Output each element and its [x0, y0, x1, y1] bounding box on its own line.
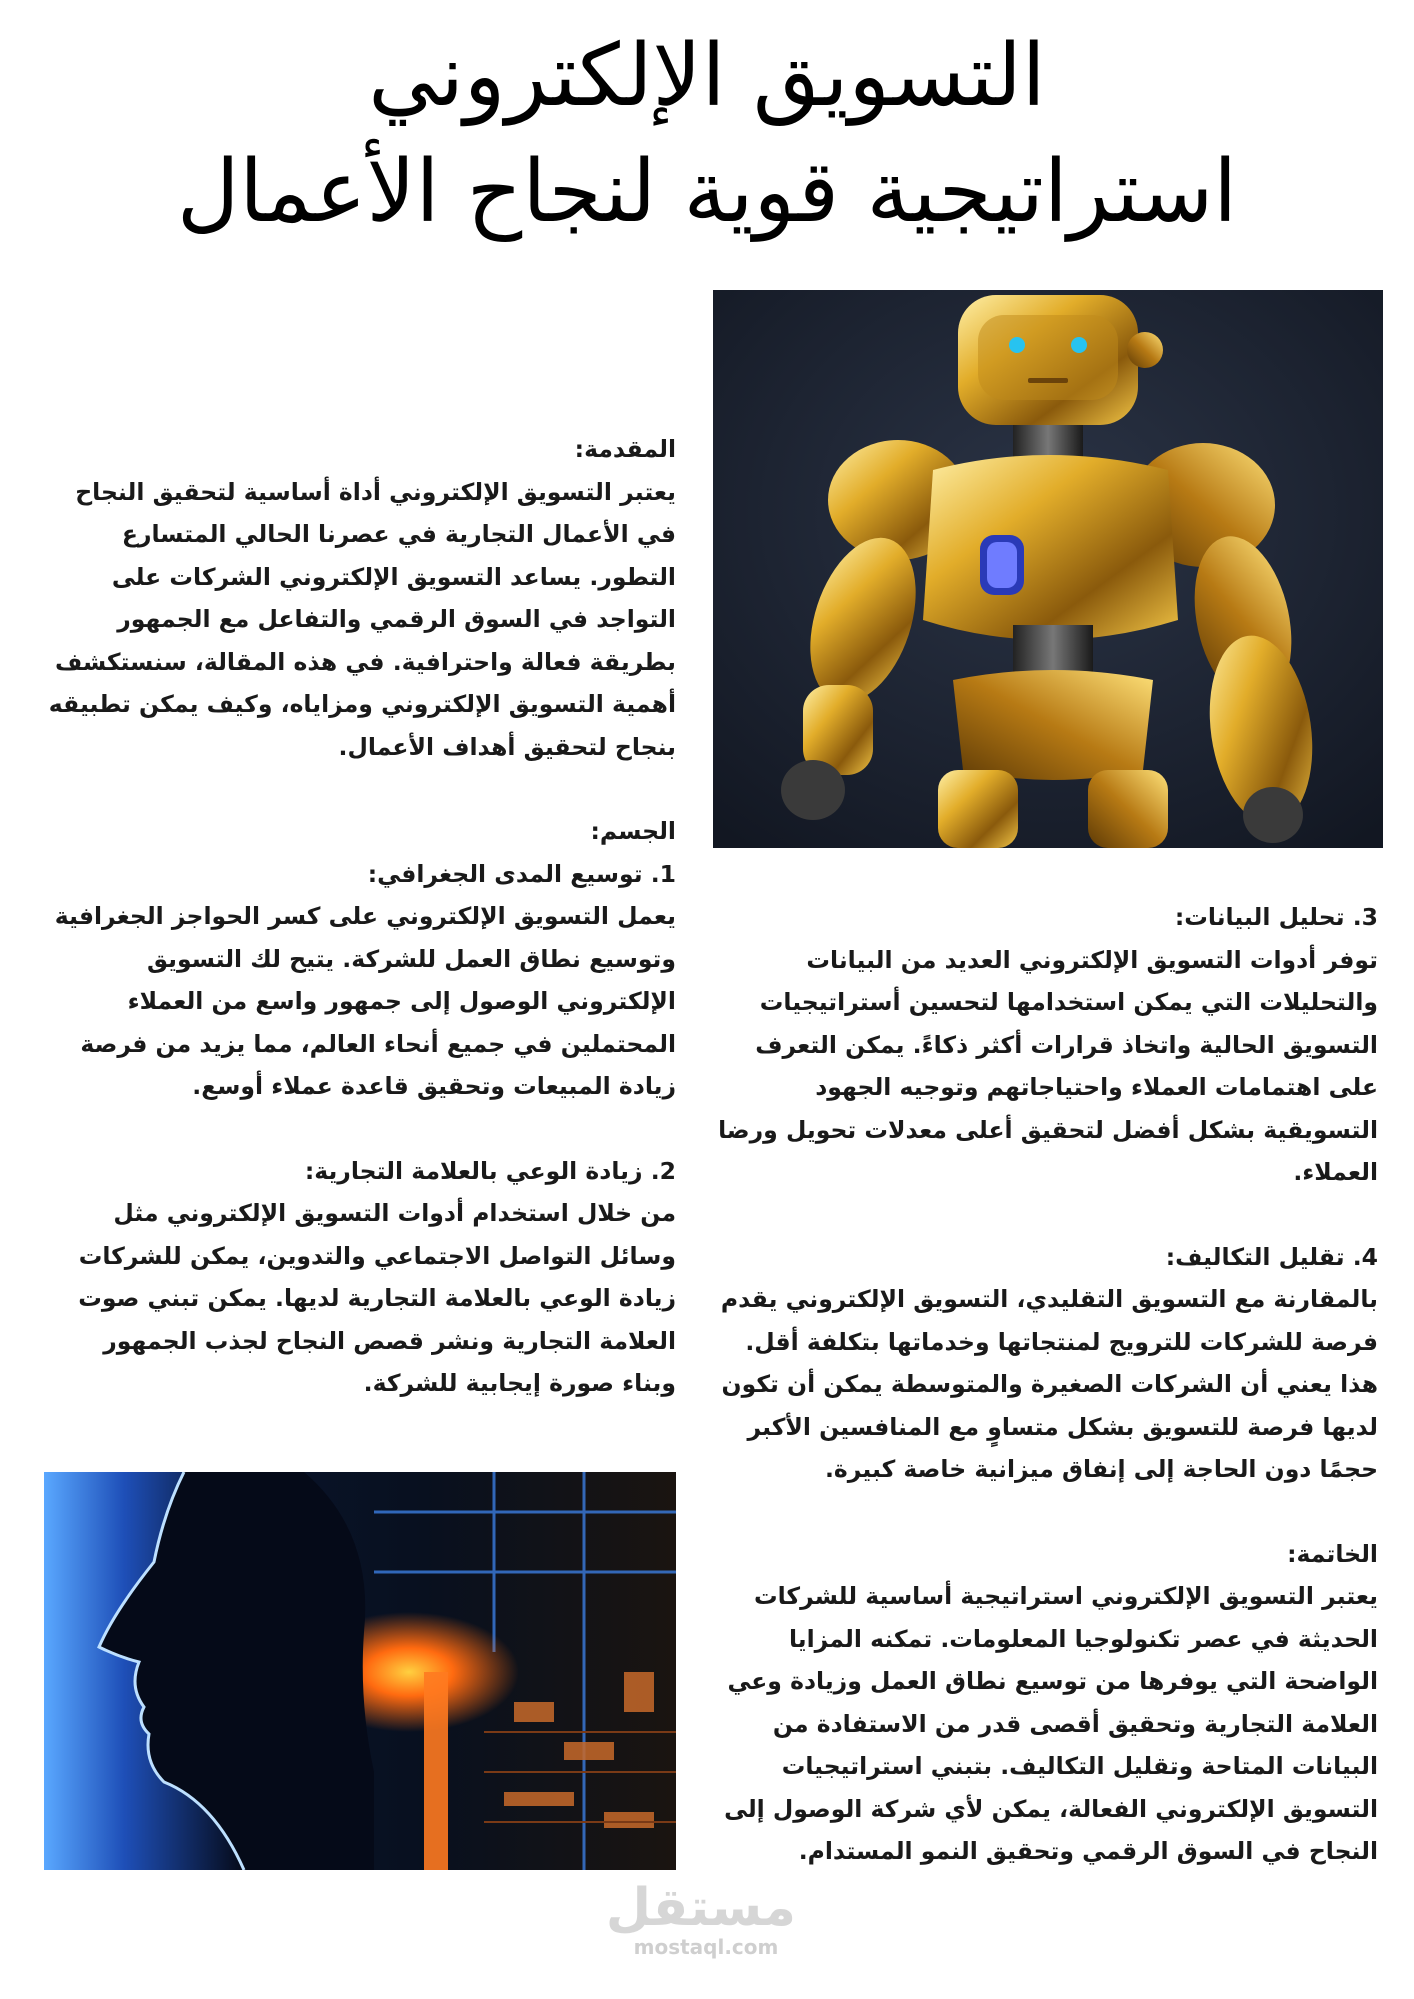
- conclusion-text: يعتبر التسويق الإلكتروني استراتيجية أساسية للشركات الحديثة في عصر تكنولوجيا المعلومات. تمكنه المزايا الواضحة التي يوفرها من توسيع نطاق العمل وزيادة وعي العلامة التجارية وتحقيق أقصى قدر من الاستفادة من البيانات المتاحة وتقليل التكاليف. بتبني استراتيجيات التسويق الإلكتروني الفعالة، يمكن لأي شركة الوصول إلى النجاح في السوق الرقمي وتحقيق النمو المستدام.: [724, 1582, 1378, 1865]
- section-2-heading: 2. زيادة الوعي بالعلامة التجارية:: [304, 1156, 676, 1185]
- intro-heading: المقدمة:: [574, 435, 676, 463]
- section-4-heading: 4. تقليل التكاليف:: [1165, 1242, 1378, 1271]
- section-1-text: يعمل التسويق الإلكتروني على كسر الحواجز الجغرافية وتوسيع نطاق العمل للشركة. يتيح لك التسويق الإلكتروني الوصول إلى جمهور واسع من العملاء المحتملين في جميع أنحاء العالم، مما يزيد من فرصة زيادة المبيعات وتحقيق قاعدة عملاء أوسع.: [54, 902, 676, 1100]
- ai-face-image: [44, 1472, 676, 1870]
- right-column: [710, 896, 1378, 1873]
- conclusion-heading: الخاتمة:: [1287, 1539, 1378, 1568]
- intro-text: يعتبر التسويق الإلكتروني أداة أساسية لتحقيق النجاح في الأعمال التجارية في عصرنا الحالي المتسارع التطور. يساعد التسويق الإلكتروني الشركات على التواجد في السوق الرقمي والتفاعل مع الجمهور بطريقة فعالة واحترافية. في هذه المقالة، سنستكشف أهمية التسويق الإلكتروني ومزاياه، وكيف يمكن تطبيقه بنجاح لتحقيق أهداف الأعمال.: [48, 477, 676, 761]
- body-heading: الجسم:: [590, 817, 676, 845]
- watermark-arabic: مستقل: [605, 1878, 796, 1938]
- mostaql-watermark: [605, 1878, 796, 1960]
- left-column: [44, 428, 676, 1405]
- section-1-heading: 1. توسيع المدى الجغرافي:: [367, 859, 676, 888]
- section-3-heading: 3. تحليل البيانات:: [1174, 903, 1378, 931]
- section-2-text: من خلال استخدام أدوات التسويق الإلكتروني مثل وسائل التواصل الاجتماعي والتدوين، يمكن للشركات زيادة الوعي بالعلامة التجارية لديها. يمكن تبني صوت العلامة التجارية ونشر قصص النجاح لجذب الجمهور وبناء صورة إيجابية للشركة.: [78, 1199, 676, 1397]
- section-4-text: بالمقارنة مع التسويق التقليدي، التسويق الإلكتروني يقدم فرصة للشركات للترويج لمنتجاتها وخدماتها بتكلفة أقل. هذا يعني أن الشركات الصغيرة والمتوسطة يمكن أن تكون لديها فرصة للتسويق بشكل متساوٍ مع المنافسين الأكبر حجمًا دون الحاجة إلى إنفاق ميزانية خاصة كبيرة.: [720, 1285, 1378, 1483]
- page-title: [0, 18, 1414, 250]
- robot-image: [713, 290, 1383, 848]
- title-line-2: استراتيجية قوية لنجاح الأعمال: [176, 142, 1238, 242]
- title-line-1: التسويق الإلكتروني: [368, 26, 1046, 126]
- watermark-latin: mostaql.com: [633, 1935, 779, 1959]
- section-3-text: توفر أدوات التسويق الإلكتروني العديد من البيانات والتحليلات التي يمكن استخدامها لتحسين أستراتيجيات التسويق الحالية واتخاذ قرارات أكثر ذكاءً. يمكن التعرف على اهتمامات العملاء واحتياجاتهم وتوجيه الجهود التسويقية بشكل أفضل لتحقيق أعلى معدلات تحويل ورضا العملاء.: [718, 945, 1378, 1186]
